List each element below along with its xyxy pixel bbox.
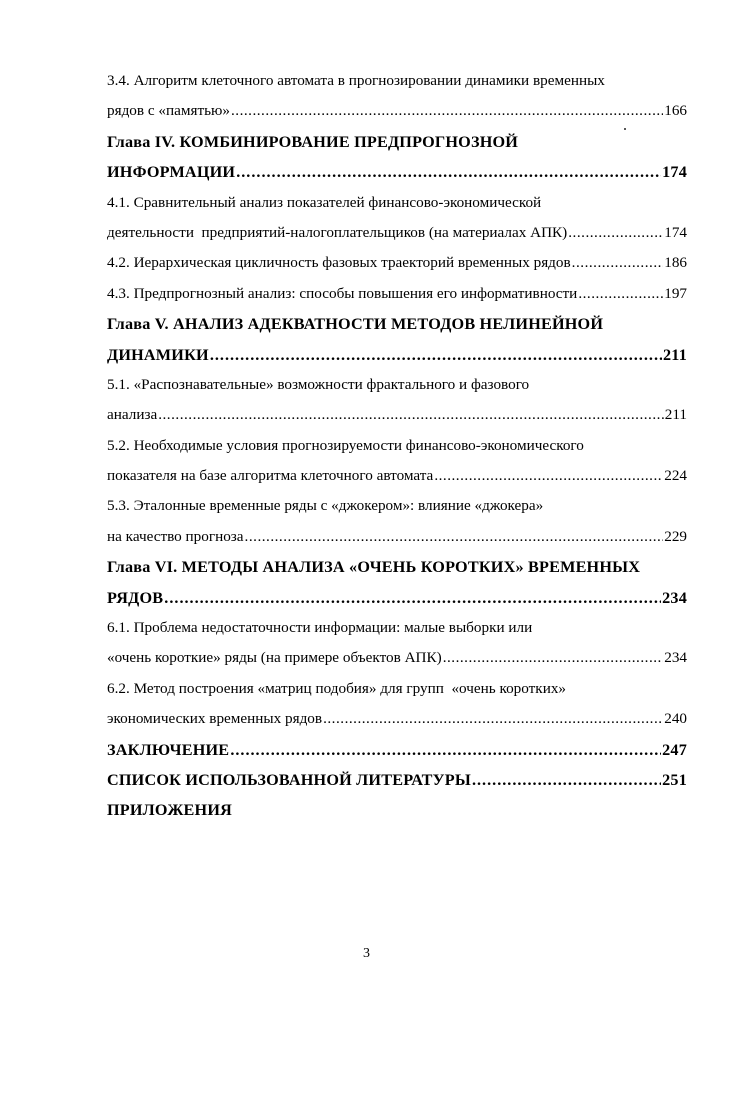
toc-entry-leader-line: [107, 583, 687, 613]
dot-leader: [230, 735, 661, 765]
toc-entry-page-number: 174: [662, 163, 687, 182]
toc-entry-leader-line: [107, 340, 687, 370]
toc-entry-section-6-1[interactable]: [107, 613, 687, 674]
toc-entry-section-3-4[interactable]: [107, 66, 687, 127]
toc-entry-leader-line: [107, 735, 687, 765]
toc-entry-page-number: 211: [663, 345, 687, 364]
toc-entry-leader-line: [107, 765, 687, 795]
toc-entry-title-cont: показателя на базе алгоритма клеточного автомата: [107, 467, 434, 485]
toc-entry-title-line: Глава V. АНАЛИЗ АДЕКВАТНОСТИ МЕТОДОВ НЕЛИНЕЙНОЙ: [107, 315, 604, 334]
toc-entry-title-line: 4.1. Сравнительный анализ показателей финансово-экономической: [107, 193, 542, 211]
toc-entry-leader-line: [107, 461, 687, 491]
toc-entry-leader-line: [107, 643, 687, 673]
dot-leader: [572, 248, 664, 278]
toc-entry-page-number: 166: [664, 102, 687, 120]
dot-leader: [472, 765, 661, 795]
toc-entry-title: ЗАКЛЮЧЕНИЕ: [107, 740, 230, 759]
toc-entry-leader-line: [107, 96, 687, 126]
toc-entry-title-line: 6.2. Метод построения «матриц подобия» для групп «очень коротких»: [107, 679, 567, 697]
toc-entry-section-5-3[interactable]: [107, 491, 687, 552]
toc-entry-appendices[interactable]: [107, 795, 687, 825]
toc-entry-leader-line: [107, 157, 687, 187]
dot-leader: [443, 643, 664, 673]
toc-entry-title: СПИСОК ИСПОЛЬЗОВАННОЙ ЛИТЕРАТУРЫ: [107, 770, 471, 789]
toc-entry-title-cont: ДИНАМИКИ: [107, 345, 209, 364]
toc-entry-page-number: 229: [664, 527, 687, 545]
dot-leader: [323, 704, 663, 734]
toc-entry-title-cont: экономических временных рядов: [107, 710, 323, 728]
dot-leader: [568, 218, 663, 248]
toc-entry-title: 4.2. Иерархическая цикличность фазовых траекторий временных рядов: [107, 254, 571, 272]
dot-leader: [434, 461, 663, 491]
toc-entry-title-line: Глава VI. МЕТОДЫ АНАЛИЗА «ОЧЕНЬ КОРОТКИХ» ВРЕМЕННЫХ: [107, 558, 641, 577]
toc-entry-leader-line: [107, 218, 687, 248]
toc-entry-chapter-5[interactable]: [107, 309, 687, 370]
toc-entry-title-cont: деятельности предприятий-налогоплательщиков (на материалах АПК): [107, 223, 568, 241]
dot-leader: [245, 522, 664, 552]
toc-entry-page-number: 240: [664, 710, 687, 728]
toc-entry-section-6-2[interactable]: [107, 674, 687, 735]
dot-leader: [236, 157, 661, 187]
dot-leader: [158, 400, 664, 430]
toc-entry-title-cont: ИНФОРМАЦИИ: [107, 163, 236, 182]
toc-entry-page-number: 197: [664, 284, 687, 302]
toc-entry-section-4-3[interactable]: [107, 279, 687, 309]
dot-leader: [231, 96, 663, 126]
dot-leader: [210, 340, 662, 370]
toc-entry-conclusion[interactable]: [107, 735, 687, 765]
toc-entry-page-number: 251: [662, 770, 687, 789]
toc-entry-leader-line: [107, 704, 687, 734]
toc-entry-section-4-2[interactable]: [107, 248, 687, 278]
dot-leader: [164, 583, 661, 613]
toc-entry-title-line: 5.2. Необходимые условия прогнозируемости финансово-экономического: [107, 436, 584, 454]
toc-entry-title-cont: рядов с «памятью»: [107, 102, 230, 120]
toc-entry-title: ПРИЛОЖЕНИЯ: [107, 801, 232, 820]
toc-entry-page-number: 234: [662, 588, 687, 607]
toc-entry-chapter-6[interactable]: [107, 552, 687, 613]
page-number: 3: [363, 946, 370, 961]
toc-entry-section-5-1[interactable]: [107, 370, 687, 431]
toc-entry-chapter-4[interactable]: [107, 127, 687, 188]
toc-entry-leader-line: [107, 279, 687, 309]
toc-entry-title-line: 5.3. Эталонные временные ряды с «джокером»: влияние «джокера»: [107, 497, 544, 515]
toc-entry-page-number: 224: [664, 467, 687, 485]
toc-entry-title-line: 3.4. Алгоритм клеточного автомата в прогнозировании динамики временных: [107, 72, 605, 89]
toc-entry-page-number: 247: [662, 740, 687, 759]
toc-entry-page-number: 174: [664, 223, 687, 241]
toc-entry-bibliography[interactable]: [107, 765, 687, 795]
toc-entry-title-cont: на качество прогноза: [107, 527, 244, 545]
toc-entry-title-line: Глава IV. КОМБИНИРОВАНИЕ ПРЕДПРОГНОЗНОЙ: [107, 132, 519, 151]
toc-entry-leader-line: [107, 248, 687, 278]
toc-entry-title-cont: анализа: [107, 406, 158, 424]
toc-entry-leader-line: [107, 400, 687, 430]
toc-entry-title-line: 5.1. «Распознавательные» возможности фрактального и фазового: [107, 375, 530, 393]
toc-entry-title: 4.3. Предпрогнозный анализ: способы повышения его информативности: [107, 284, 578, 302]
toc-entry-page-number: 186: [664, 254, 687, 272]
toc-entry-title-cont: РЯДОВ: [107, 588, 164, 607]
dot-leader: [578, 279, 663, 309]
toc-entry-page-number: 211: [664, 406, 687, 424]
toc-entry-page-number: 234: [664, 649, 687, 667]
toc-entry-title-cont: «очень короткие» ряды (на примере объектов АПК): [107, 649, 442, 667]
toc-entry-section-4-1[interactable]: [107, 188, 687, 249]
toc-entry-section-5-2[interactable]: [107, 431, 687, 492]
toc-entry-title-line: 6.1. Проблема недостаточности информации: малые выборки или: [107, 619, 533, 637]
toc-entry-leader-line: [107, 522, 687, 552]
scan-speck: [624, 128, 626, 130]
table-of-contents: [107, 66, 687, 826]
